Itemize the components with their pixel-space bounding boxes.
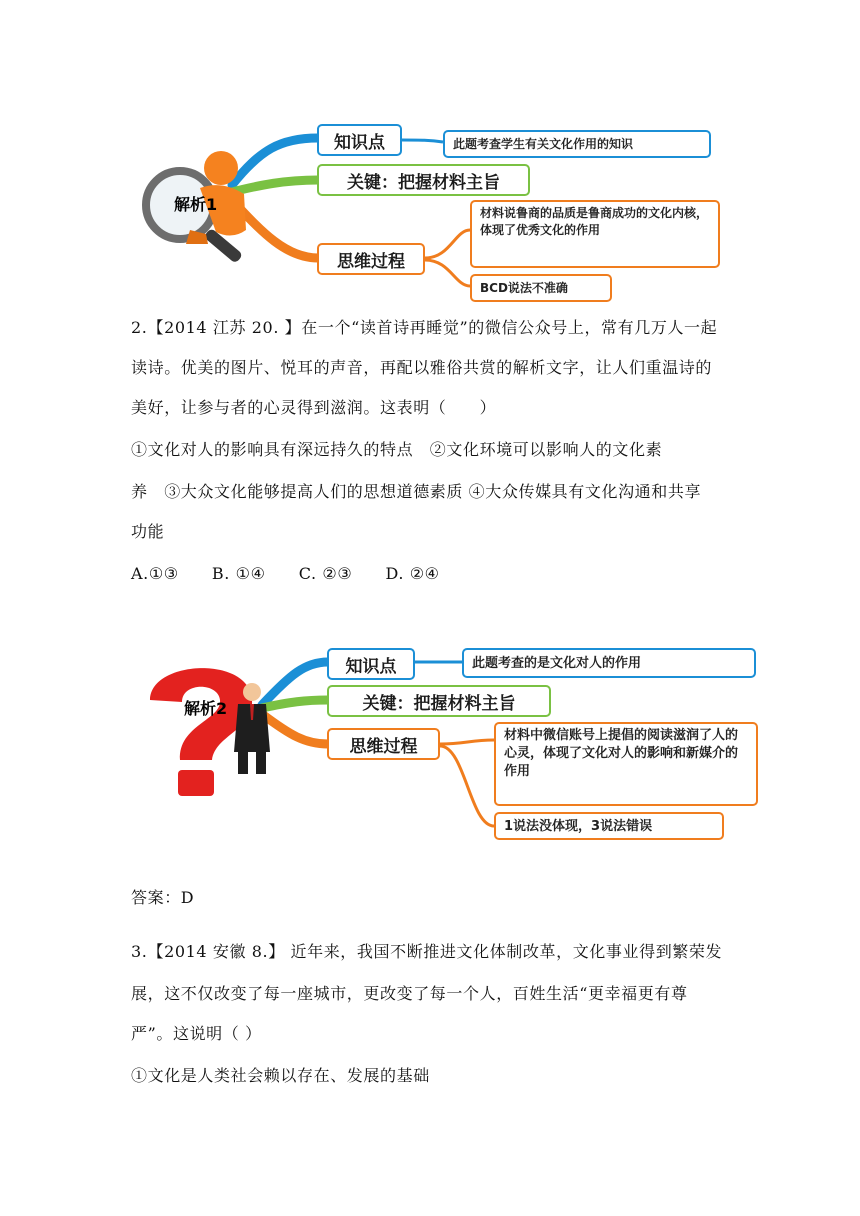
answer-2: 答案：D <box>131 888 195 907</box>
question-2-option-line-2: 养 ③大众文化能够提高人们的思想道德素质 ④大众传媒具有文化沟通和共享 <box>131 482 702 501</box>
question-2-option-line-3: 功能 <box>131 522 165 541</box>
question-3-line-1: 3.【2014 安徽 8.】 近年来，我国不断推进文化体制改革，文化事业得到繁荣发 <box>131 942 723 961</box>
businessman-icon <box>243 683 261 701</box>
question-2-line-1: 2.【2014 江苏 20. 】在一个“读首诗再睡觉”的微信公众号上，常有几万人一起 <box>131 318 718 337</box>
mindmap-2-process-box: 思维过程 <box>327 728 440 760</box>
question-3-option-line-1: ①文化是人类社会赖以存在、发展的基础 <box>131 1066 430 1085</box>
mindmap-1-process-note: 材料说鲁商的品质是鲁商成功的文化内核，体现了优秀文化的作用 <box>470 200 720 268</box>
mindmap-1-graphics <box>0 110 860 310</box>
question-2-option-line-1: ①文化对人的影响具有深远持久的特点 ②文化环境可以影响人的文化素 <box>131 440 663 459</box>
mindmap-1 <box>0 110 860 310</box>
question-2-choices: A.①③ B. ①④ C. ②③ D. ②④ <box>131 564 440 583</box>
mindmap-1-center-label: 解析1 <box>174 195 218 214</box>
mindmap-1-knowledge-box: 知识点 <box>317 124 402 156</box>
mindmap-2-process-note: 材料中微信账号上提倡的阅读滋润了人的心灵，体现了文化对人的影响和新媒介的作用 <box>494 722 758 806</box>
mindmap-1-process-note-2: BCD说法不准确 <box>470 274 612 302</box>
mindmap-2-center-label: 解析2 <box>184 699 228 718</box>
figure-icon <box>204 151 238 185</box>
mindmap-1-process-box: 思维过程 <box>317 243 425 275</box>
question-2-line-2: 读诗。优美的图片、悦耳的声音，再配以雅俗共赏的解析文字，让人们重温诗的 <box>131 358 713 377</box>
mindmap-2-knowledge-box: 知识点 <box>327 648 415 680</box>
mindmap-2 <box>0 640 860 850</box>
mindmap-2-key-box: 关键：把握材料主旨 <box>327 685 551 717</box>
question-2-line-3: 美好，让参与者的心灵得到滋润。这表明（ ） <box>131 398 497 417</box>
mindmap-2-process-note-2: 1说法没体现，3说法错误 <box>494 812 724 840</box>
mindmap-1-key-box: 关键：把握材料主旨 <box>317 164 530 196</box>
question-3-line-3: 严”。这说明（ ） <box>131 1024 262 1043</box>
mindmap-1-knowledge-note: 此题考查学生有关文化作用的知识 <box>443 130 711 158</box>
question-3-line-2: 展，这不仅改变了每一座城市，更改变了每一个人，百姓生活“更幸福更有尊 <box>131 984 688 1003</box>
mindmap-2-knowledge-note: 此题考查的是文化对人的作用 <box>462 648 756 678</box>
